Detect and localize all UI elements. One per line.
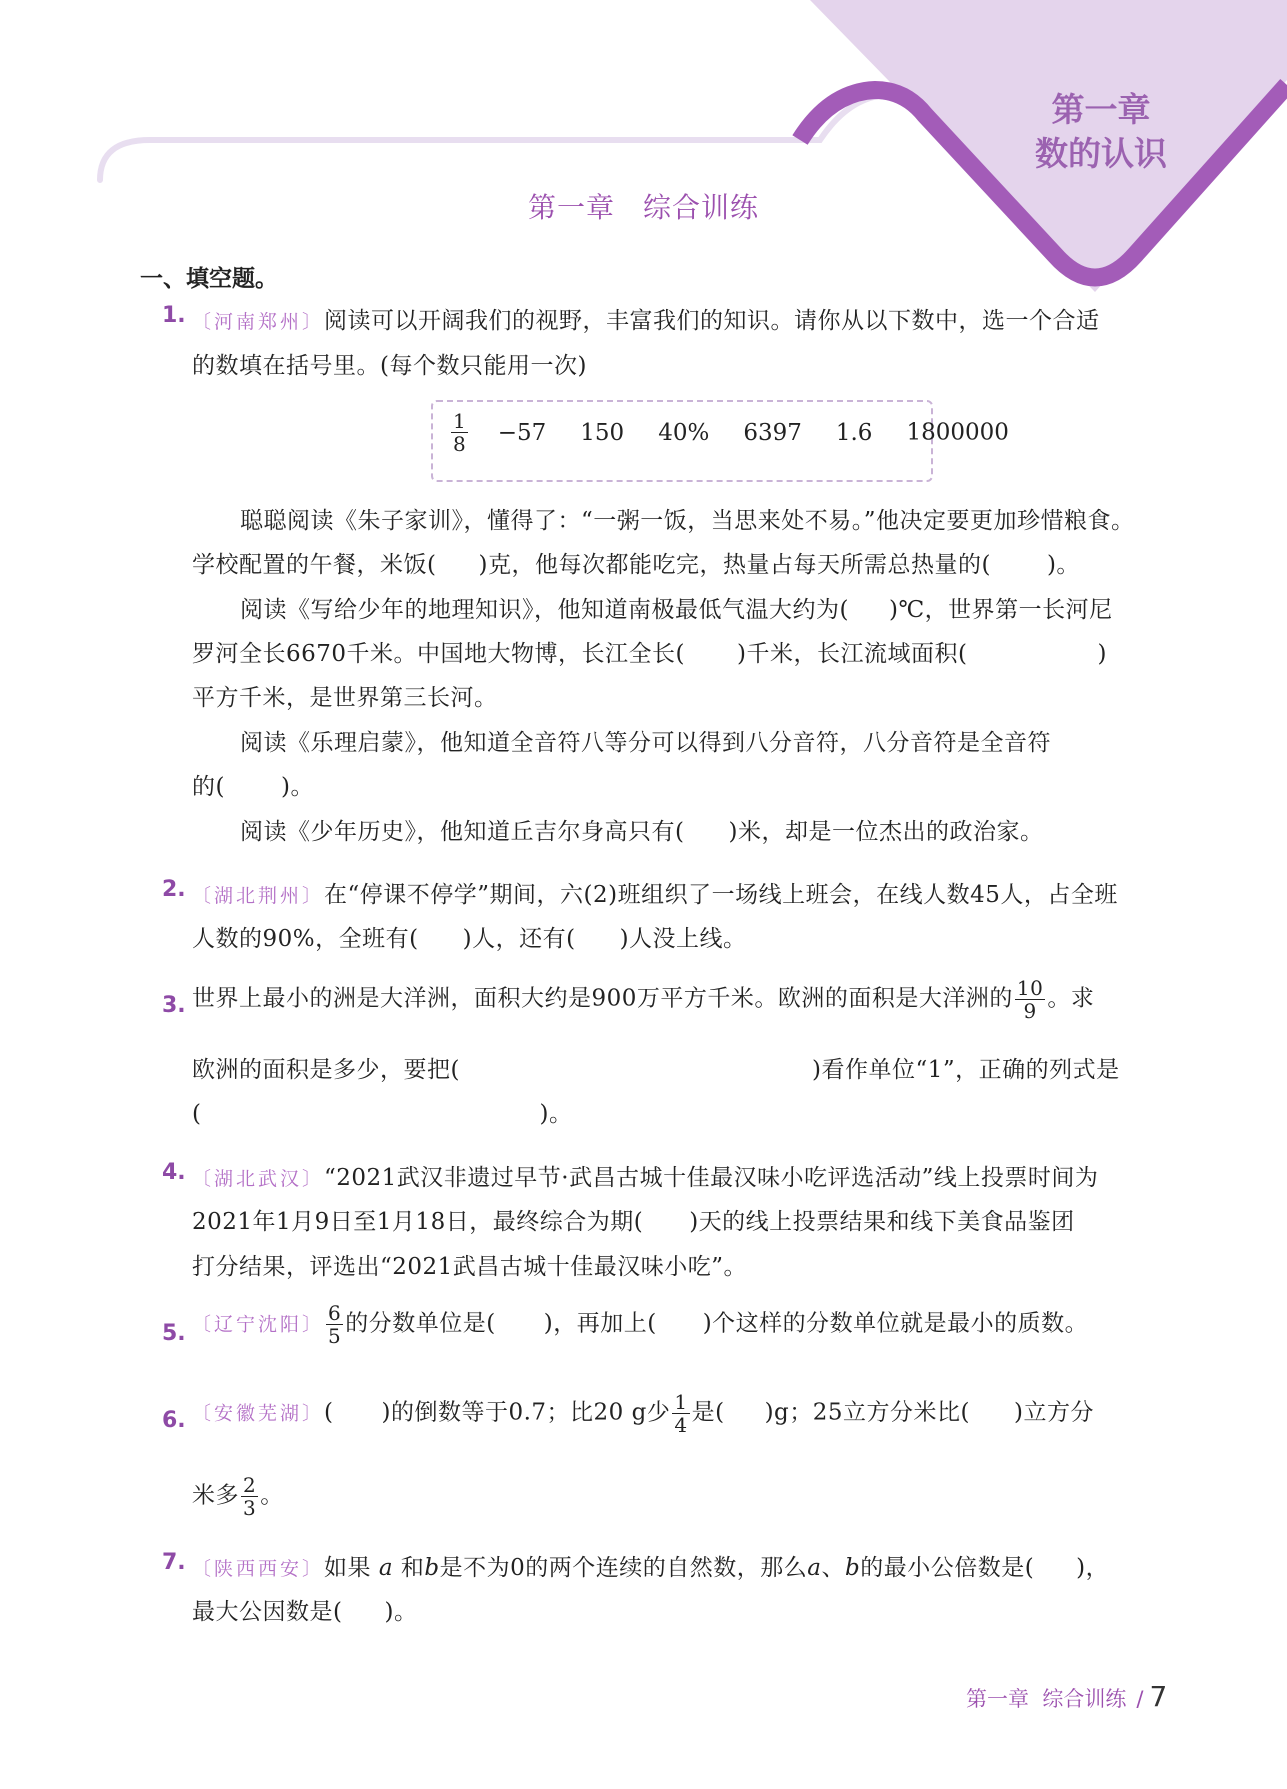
question-2-line1	[192, 876, 1118, 909]
fraction-numerator: 10	[1016, 976, 1044, 1000]
number-choice: 150	[580, 419, 625, 446]
chapter-tag-line1: 第一章	[1051, 90, 1151, 129]
number-choice: 1.6	[835, 419, 873, 446]
question-text: 在“停课不停学”期间，六(2)班组织了一场线上班会，在线人数45人，占全班	[324, 882, 1118, 908]
text: 学校配置的午餐，米饭(	[192, 552, 437, 578]
question-1-line1	[192, 302, 1100, 335]
text: 最大公因数是(	[192, 1599, 343, 1625]
question-2-line2	[192, 920, 747, 953]
question-3-line2	[192, 1051, 1120, 1084]
fraction-denominator: 9	[1023, 999, 1037, 1023]
number-choices-box	[431, 400, 1009, 482]
text: 。	[260, 1482, 284, 1509]
text: )。	[1046, 552, 1080, 578]
chapter-tag	[1016, 88, 1186, 176]
variable-a: a	[378, 1555, 394, 1581]
question-1-paragraph-2b	[192, 635, 1107, 668]
text: (	[192, 1101, 202, 1127]
question-6-line2	[192, 1474, 284, 1519]
question-3-line1	[192, 977, 1094, 1022]
fraction-two-thirds	[241, 1474, 258, 1519]
footer-separator: /	[1136, 1687, 1144, 1711]
variable-b: b	[844, 1555, 861, 1581]
text: )千米，长江流域面积(	[737, 641, 968, 667]
question-number: 2.	[162, 877, 186, 902]
number-choice: −57	[497, 419, 547, 446]
question-text: “2021武汉非遗过早节·武昌古城十佳最汉味小吃评选活动”线上投票时间为	[324, 1165, 1099, 1191]
variable-b: b	[424, 1555, 440, 1581]
text: 人数的90%，全班有(	[192, 926, 419, 952]
question-number: 3.	[162, 993, 186, 1018]
question-3-line3	[192, 1095, 572, 1128]
fraction-ten-ninths	[1015, 977, 1045, 1022]
question-1-paragraph-3b	[192, 768, 314, 801]
question-number: 6.	[162, 1408, 186, 1433]
text: 米多	[192, 1482, 239, 1509]
footer-chapter: 第一章	[966, 1687, 1029, 1711]
text: )。	[280, 774, 314, 800]
fraction-denominator: 8	[453, 432, 466, 456]
question-1-paragraph-4	[240, 813, 1043, 846]
fraction-numerator: 1	[453, 409, 466, 433]
text: 如果	[324, 1555, 372, 1581]
number-choices	[449, 410, 1009, 455]
text: 的分数单位是(	[345, 1310, 496, 1337]
title-name: 综合训练	[643, 191, 760, 224]
page-title	[0, 186, 1287, 226]
question-4-line3: 打分结果，评选出“2021武昌古城十佳最汉味小吃”。	[192, 1254, 748, 1280]
text: 。求	[1047, 985, 1095, 1012]
text: 是(	[691, 1399, 725, 1426]
fraction-denominator: 5	[328, 1324, 342, 1348]
text: )的倒数等于0.7；比20 g少	[381, 1399, 671, 1426]
question-number: 7.	[162, 1550, 186, 1575]
number-choice: 1800000	[906, 419, 1009, 446]
page-footer	[966, 1680, 1167, 1713]
text: )	[1097, 641, 1107, 667]
question-1-paragraph-3a: 阅读《乐理启蒙》，他知道全音符八等分可以得到八分音符，八分音符是全音符	[240, 730, 1051, 756]
number-choice: 40%	[658, 419, 710, 446]
question-1-line2: 的数填在括号里。(每个数只能用一次)	[192, 353, 587, 379]
footer-title: 综合训练	[1042, 1687, 1127, 1711]
question-4-line2	[192, 1203, 1075, 1236]
question-source: 〔湖北武汉〕	[192, 1168, 325, 1190]
fraction-denominator: 3	[243, 1496, 257, 1520]
title-chapter: 第一章	[527, 191, 615, 224]
text: )天的线上投票结果和线下美食品鉴团	[689, 1209, 1075, 1235]
text: 、	[821, 1555, 845, 1581]
variable-a: a	[807, 1555, 822, 1581]
text: 阅读《写给少年的地理知识》，他知道南极最低气温大约为(	[240, 597, 849, 623]
fraction-numerator: 6	[328, 1301, 342, 1325]
text: )人没上线。	[619, 926, 747, 952]
text: )。	[384, 1599, 418, 1625]
text: 的最小公倍数是(	[860, 1555, 1035, 1581]
question-source: 〔陕西西安〕	[192, 1558, 325, 1580]
text: 和	[400, 1555, 425, 1581]
text: )g；25立方分米比(	[764, 1399, 971, 1426]
fraction-one-eighth	[451, 410, 468, 455]
text: )米，却是一位杰出的政治家。	[728, 819, 1044, 845]
question-7-line2	[192, 1593, 417, 1626]
question-7-line1	[192, 1549, 1109, 1582]
fraction-one-quarter	[672, 1391, 689, 1436]
question-source: 〔安徽芜湖〕	[192, 1402, 325, 1425]
question-1-paragraph-1a: 聪聪阅读《朱子家训》，懂得了：“一粥一饭，当思来处不易。”他决定要更加珍惜粮食。	[240, 508, 1135, 534]
question-1-paragraph-2a	[240, 591, 1113, 624]
text: 的(	[192, 774, 225, 800]
section-heading: 一、填空题。	[140, 266, 278, 292]
fraction-numerator: 1	[674, 1390, 688, 1414]
text: )，再加上(	[543, 1310, 657, 1337]
question-number: 1.	[162, 303, 186, 328]
question-number: 4.	[162, 1160, 186, 1185]
question-number: 5.	[162, 1321, 186, 1346]
fraction-numerator: 2	[243, 1473, 257, 1497]
question-source: 〔河南郑州〕	[192, 311, 325, 333]
question-source: 〔辽宁沈阳〕	[192, 1313, 325, 1336]
text: )。	[539, 1101, 573, 1127]
fraction-six-fifths	[326, 1302, 343, 1347]
text: )个这样的分数单位就是最小的质数。	[702, 1310, 1089, 1337]
text: )立方分	[1014, 1399, 1094, 1426]
text: )克，他每次都能吃完，热量占每天所需总热量的(	[478, 552, 991, 578]
page-number: 7	[1149, 1680, 1168, 1713]
question-4-line1	[192, 1159, 1098, 1192]
text: )，	[1076, 1555, 1110, 1581]
text: (	[324, 1399, 334, 1426]
text: )看作单位“1”，正确的列式是	[811, 1057, 1120, 1083]
text: 阅读《少年历史》，他知道丘吉尔身高只有(	[240, 819, 685, 845]
fraction-denominator: 4	[674, 1413, 688, 1437]
question-1-paragraph-1b	[192, 546, 1080, 579]
text: )人，还有(	[462, 926, 576, 952]
number-choice: 6397	[743, 419, 802, 446]
text: 罗河全长6670千米。中国地大物博，长江全长(	[192, 641, 686, 667]
text: 是不为0的两个连续的自然数，那么	[439, 1555, 808, 1581]
text: 欧洲的面积是多少，要把(	[192, 1057, 460, 1083]
question-1-paragraph-2c: 平方千米，是世界第三长河。	[192, 685, 498, 711]
chapter-tag-line2: 数的认识	[1035, 134, 1167, 173]
text: )℃，世界第一长河尼	[888, 597, 1113, 623]
question-source: 〔湖北荆州〕	[192, 885, 325, 907]
text: 2021年1月9日至1月18日，最终综合为期(	[192, 1209, 644, 1235]
question-5-line1	[192, 1302, 1088, 1347]
question-6-line1	[192, 1391, 1094, 1436]
question-text: 阅读可以开阔我们的视野，丰富我们的知识。请你从以下数中，选一个合适	[324, 308, 1100, 334]
question-text: 世界上最小的洲是大洋洲，面积大约是900万平方千米。欧洲的面积是大洋洲的	[192, 985, 1013, 1012]
